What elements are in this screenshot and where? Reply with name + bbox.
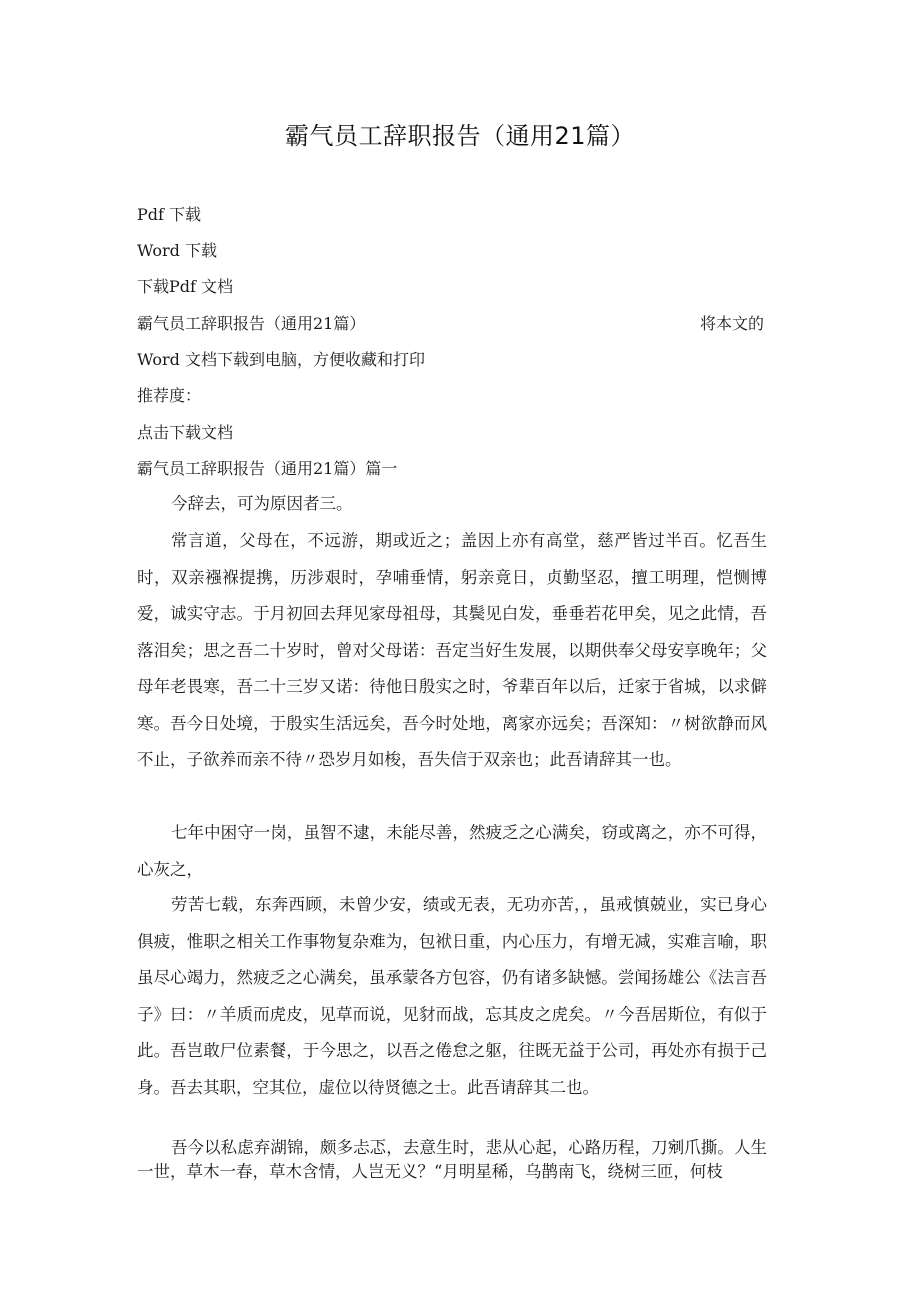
rating-label: 推荐度： [137, 386, 202, 405]
save-note-line: Word 文档下载到电脑，方便收藏和打印 [137, 350, 425, 369]
pdf-document-download-link[interactable] [137, 277, 233, 297]
save-note-right: 将本文的 [699, 314, 764, 333]
body-paragraph-1: 今辞去，可为原因者三。 [171, 494, 353, 513]
click-download-text[interactable]: 点击下载文档 [137, 423, 234, 442]
pdf-download-text[interactable]: Pdf 下载 [137, 205, 202, 224]
pdf-document-download-text[interactable]: 下载Pdf 文档 [137, 277, 234, 296]
click-download-link[interactable] [137, 423, 233, 443]
word-download-text[interactable]: Word 下载 [137, 241, 217, 260]
word-download-link[interactable] [137, 241, 217, 261]
body-paragraph-2: 常言道，父母在，不远游，期或近之；盖因上亦有高堂，慈严皆过半百。忆吾生时，双亲襁褓提携，历涉艰时，孕哺垂情，躬亲竟日，贞勤坚忍，擅工明理，恺恻博爱，诚实守志。于月初回去拜见家母祖母，其鬓见白发，垂垂若花甲矣，见之此情，吾落泪矣；思之吾二十岁时，曾对父母诺：吾定当好生发展，以期供奉父母安享晚年；父母年老畏寒，吾二十三岁又诺：待他日殷实之时，爷辈百年以后，迁家于省城，以求僻寒。吾今日处境，于殷实生活远矣，吾今时处地，离家亦远矣；吾深知：〃树欲静而风不止，子欲养而亲不待〃恐岁月如梭，吾失信于双亲也；此吾请辞其一也。 [137, 531, 767, 769]
body-paragraph-5: 吾今以私虑弃湖锦，颇多忐忑，去意生时，悲从心起，心路历程，刀剜爪撕。人生一世，草木一春，草木含情，人岂无义？“月明星稀，乌鹊南飞，绕树三匝，何枝 [137, 1138, 767, 1181]
body-paragraph-3: 七年中困守一岗，虽智不逮，未能尽善，然疲乏之心满矣，窃或离之，亦不可得，心灰之， [137, 823, 767, 879]
pdf-download-link[interactable] [137, 205, 201, 225]
section-heading: 霸气员工辞职报告（通用21篇）篇一 [137, 459, 398, 478]
body-paragraph-4: 劳苦七载，东奔西顾，未曾少安，绩或无表，无功亦苦，，虽戒慎兢业，实已身心俱疲，惟职之相关工作事物复杂难为，包袱日重，内心压力，有增无减，实难言喻，职虽尽心竭力，然疲乏之心满矣，虽承蒙各方包容，仍有诸多缺憾。尝闻扬雄公《法言吾子》曰：〃羊质而虎皮，见草而说，见豺而战，忘其皮之虎矣。〃今吾居斯位，有似于此。吾岂敢尸位素餐，于今思之，以吾之倦怠之躯，往既无益于公司，再处亦有损于己身。吾去其职，空其位，虚位以待贤德之士。此吾请辞其二也。 [137, 895, 767, 1097]
article-subtitle: 霸气员工辞职报告（通用21篇） [137, 314, 366, 333]
document-title: 霸气员工辞职报告（通用21篇） [284, 122, 636, 150]
